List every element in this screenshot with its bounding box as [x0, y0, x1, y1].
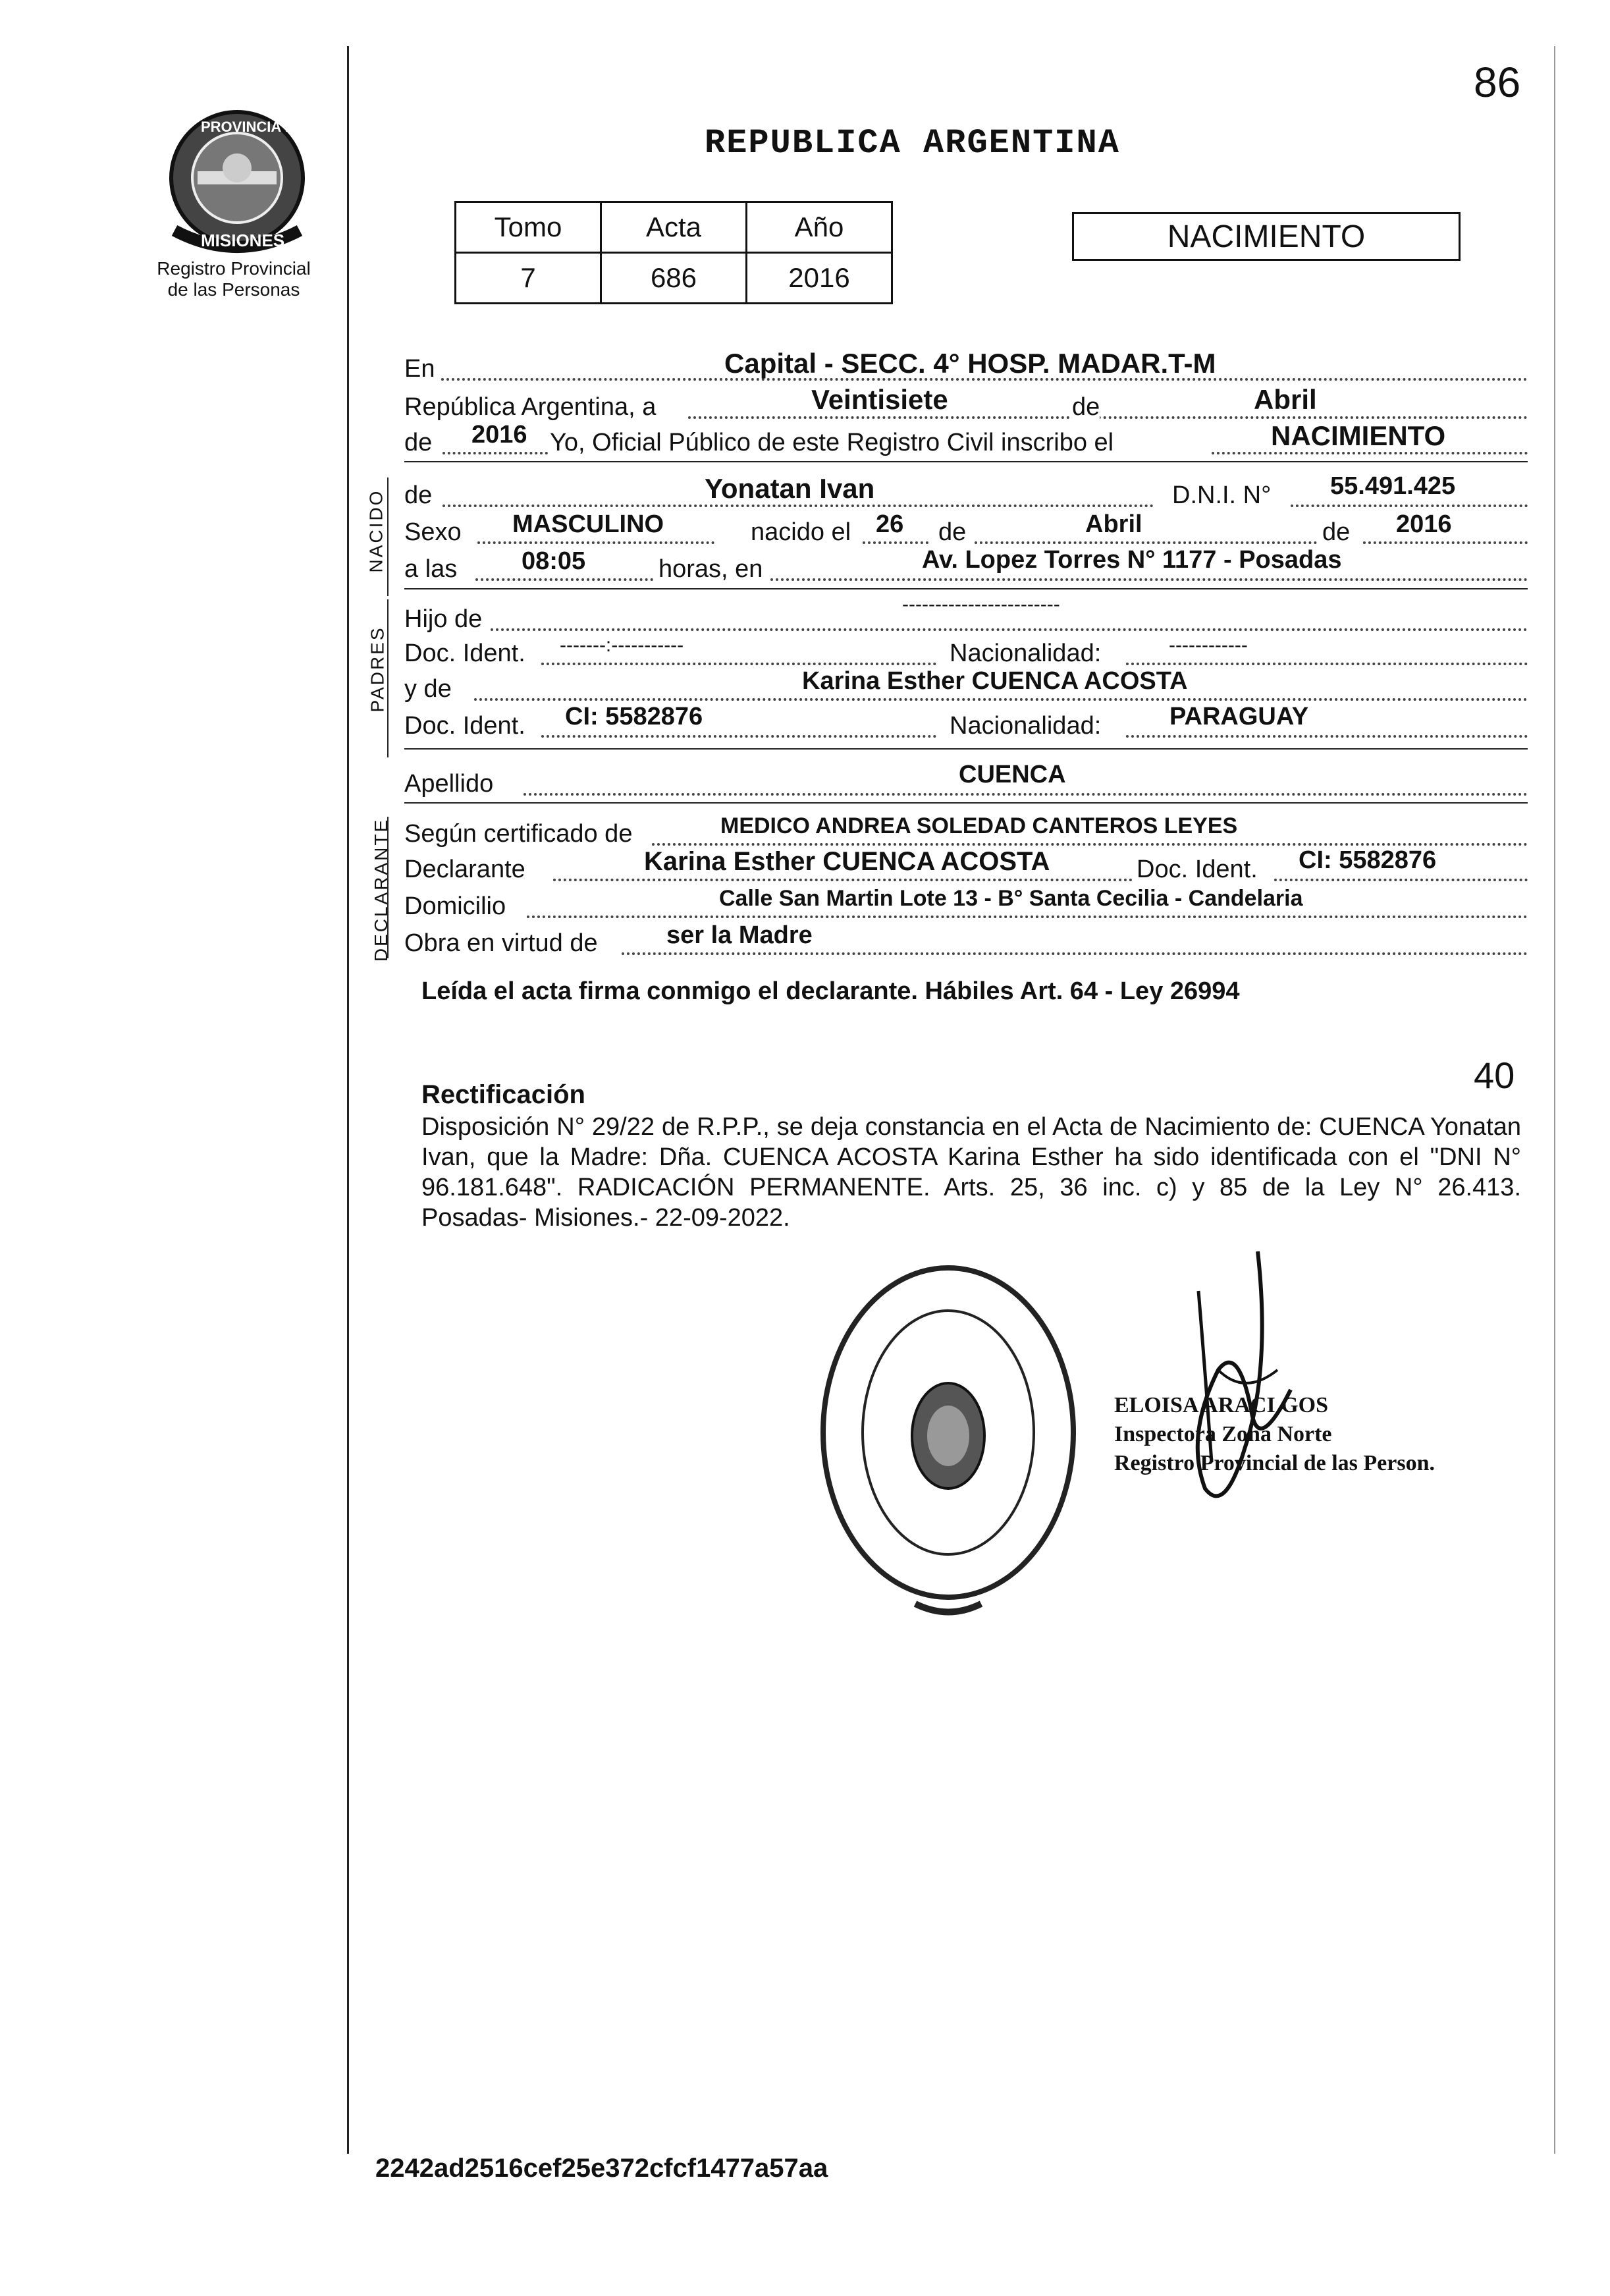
- signature-block: [1114, 1391, 1435, 1478]
- nombre-label: de: [404, 481, 433, 509]
- record-type: NACIMIENTO: [1167, 219, 1366, 254]
- nacido-anio-dotline: [1363, 541, 1528, 544]
- hora-value: 08:05: [522, 547, 586, 575]
- nombre-dotline: [443, 505, 1154, 507]
- nacido-anio: 2016: [1396, 510, 1452, 538]
- obra-value: ser la Madre: [666, 921, 813, 949]
- anio-dotline: [443, 452, 548, 454]
- yde-label: y de: [404, 675, 452, 703]
- hora-dotline: [475, 578, 653, 581]
- obra-label: Obra en virtud de: [404, 929, 598, 957]
- nacido-de-label: de: [938, 518, 967, 546]
- nac2-label: Nacionalidad:: [950, 712, 1102, 740]
- doc3-label: Doc. Ident.: [1137, 856, 1258, 883]
- inscribo-value: NACIMIENTO: [1271, 420, 1446, 451]
- page-number: 86: [1474, 59, 1521, 106]
- nacido-bracket: [387, 478, 389, 596]
- republica-label: República Argentina, a: [404, 393, 657, 421]
- signature-org: Registro Provincial de las Person.: [1114, 1451, 1435, 1475]
- separator-3: [404, 748, 1528, 750]
- doc2-value: CI: 5582876: [565, 703, 703, 730]
- oficial-text: Yo, Oficial Público de este Registro Civil inscribo el: [550, 429, 1114, 456]
- record-header-anio: Año: [747, 202, 892, 253]
- nac1-value: ------------: [1169, 634, 1248, 656]
- de-label: de: [1072, 393, 1100, 421]
- logo-caption: [128, 258, 339, 300]
- doc3-value: CI: 5582876: [1299, 846, 1437, 874]
- document-hash: 2242ad2516cef25e372cfcf1477a57aa: [375, 2154, 828, 2183]
- doc2-label: Doc. Ident.: [404, 712, 525, 740]
- doc1-dotline: [541, 663, 936, 665]
- horas-label: horas, en: [658, 555, 763, 583]
- nacido-de2-label: de: [1322, 518, 1351, 546]
- madre-value: Karina Esther CUENCA ACOSTA: [802, 667, 1188, 695]
- nac1-label: Nacionalidad:: [950, 640, 1102, 667]
- declarante-dotline: [553, 879, 1133, 881]
- record-value-acta: 686: [601, 253, 747, 304]
- certificado-value: MEDICO ANDREA SOLEDAD CANTEROS LEYES: [720, 813, 1238, 838]
- signature-name: ELOISA ARACI GOS: [1114, 1393, 1328, 1417]
- obra-dotline: [622, 952, 1528, 955]
- nac2-value: PARAGUAY: [1169, 703, 1309, 730]
- section-label-declarante: DECLARANTE: [371, 817, 392, 962]
- declarante-label: Declarante: [404, 856, 525, 883]
- margin-rule: [347, 46, 349, 2154]
- sexo-label: Sexo: [404, 518, 462, 546]
- apellido-dotline: [523, 793, 1528, 796]
- hijo-label: Hijo de: [404, 605, 483, 633]
- doc2-dotline: [541, 735, 936, 738]
- logo-caption-line2: de las Personas: [167, 279, 300, 300]
- certificado-label: Según certificado de: [404, 820, 633, 848]
- sexo-value: MASCULINO: [512, 510, 664, 538]
- en-label: En: [404, 355, 435, 383]
- rectificacion-number: 40: [1474, 1054, 1515, 1096]
- nacido-dia: 26: [876, 510, 904, 538]
- record-type-box: [1072, 212, 1461, 261]
- closing-line: Leída el acta firma conmigo el declarante. Hábiles Art. 64 - Ley 26994: [421, 977, 1240, 1005]
- right-edge-rule: [1554, 46, 1555, 2154]
- section-label-padres: PADRES: [367, 626, 388, 713]
- doc3-dotline: [1274, 879, 1528, 881]
- logo-seal-bottom-text: MISIONES: [201, 231, 285, 250]
- separator-2: [404, 588, 1528, 589]
- nacido-mes: Abril: [1085, 510, 1142, 538]
- separator-4: [404, 802, 1528, 804]
- record-table: [454, 201, 893, 304]
- rectificacion-body: Disposición N° 29/22 de R.P.P., se deja constancia en el Acta de Nacimiento de: CUENCA Yonatan Ivan, que la Madre: Dña. CUENCA ACOSTA Karina Esther ha sido identificada con el "DNI N° 96.181.648". RADICACIÓN PERMANENTE. Arts. 25, 36 inc. c) y 85 de la Ley N° 26.413. Posadas- Misiones.- 22-09-2022.: [421, 1113, 1521, 1232]
- lugar-value: Av. Lopez Torres N° 1177 - Posadas: [922, 546, 1342, 574]
- dni-value: 55.491.425: [1330, 472, 1456, 500]
- record-value-tomo: 7: [456, 253, 601, 304]
- sexo-dotline: [477, 541, 714, 544]
- nac1-dotline: [1126, 663, 1528, 665]
- declarante-value: Karina Esther CUENCA ACOSTA: [644, 847, 1050, 876]
- apellido-value: CUENCA: [959, 761, 1066, 788]
- record-header-tomo: Tomo: [456, 202, 601, 253]
- mes-value: Abril: [1254, 384, 1317, 415]
- de2-label: de: [404, 429, 433, 456]
- nacido-dia-dotline: [863, 541, 928, 544]
- nacido-mes-dotline: [975, 541, 1317, 544]
- section-label-nacido: NACIDO: [365, 489, 387, 573]
- record-value-anio: 2016: [747, 253, 892, 304]
- doc1-label: Doc. Ident.: [404, 640, 525, 667]
- inscribo-dotline: [1212, 452, 1528, 454]
- alas-label: a las: [404, 555, 458, 583]
- nombre-value: Yonatan Ivan: [705, 473, 875, 504]
- nacido-label: nacido el: [751, 518, 851, 546]
- document-heading: REPUBLICA ARGENTINA: [705, 124, 1120, 163]
- hijo-value: ------------------------: [902, 593, 1060, 615]
- domicilio-label: Domicilio: [404, 892, 506, 920]
- nac2-dotline: [1126, 735, 1528, 738]
- domicilio-dotline: [527, 916, 1528, 918]
- record-header-acta: Acta: [601, 202, 747, 253]
- anio-value: 2016: [471, 421, 527, 449]
- doc1-value: -------:-----------: [560, 634, 684, 656]
- domicilio-value: Calle San Martin Lote 13 - B° Santa Cecilia - Candelaria: [719, 886, 1303, 911]
- madre-dotline: [474, 698, 1528, 701]
- separator-1: [404, 461, 1528, 462]
- dni-label: D.N.I. N°: [1172, 481, 1272, 509]
- logo-caption-line1: Registro Provincial: [157, 258, 311, 279]
- lugar-dotline: [770, 578, 1528, 581]
- logo-seal-top-text: PROVINCIA DE: [201, 119, 306, 135]
- province-logo: [155, 105, 319, 257]
- en-value: Capital - SECC. 4° HOSP. MADAR.T-M: [724, 348, 1216, 379]
- apellido-label: Apellido: [404, 770, 494, 798]
- dia-value: Veintisiete: [811, 384, 948, 415]
- official-stamp: [817, 1261, 1093, 1637]
- republica-dotline: [688, 416, 1528, 419]
- signature-role: Inspectora Zona Norte: [1114, 1422, 1332, 1446]
- rectificacion-title: Rectificación: [421, 1080, 585, 1109]
- dni-dotline: [1291, 505, 1528, 507]
